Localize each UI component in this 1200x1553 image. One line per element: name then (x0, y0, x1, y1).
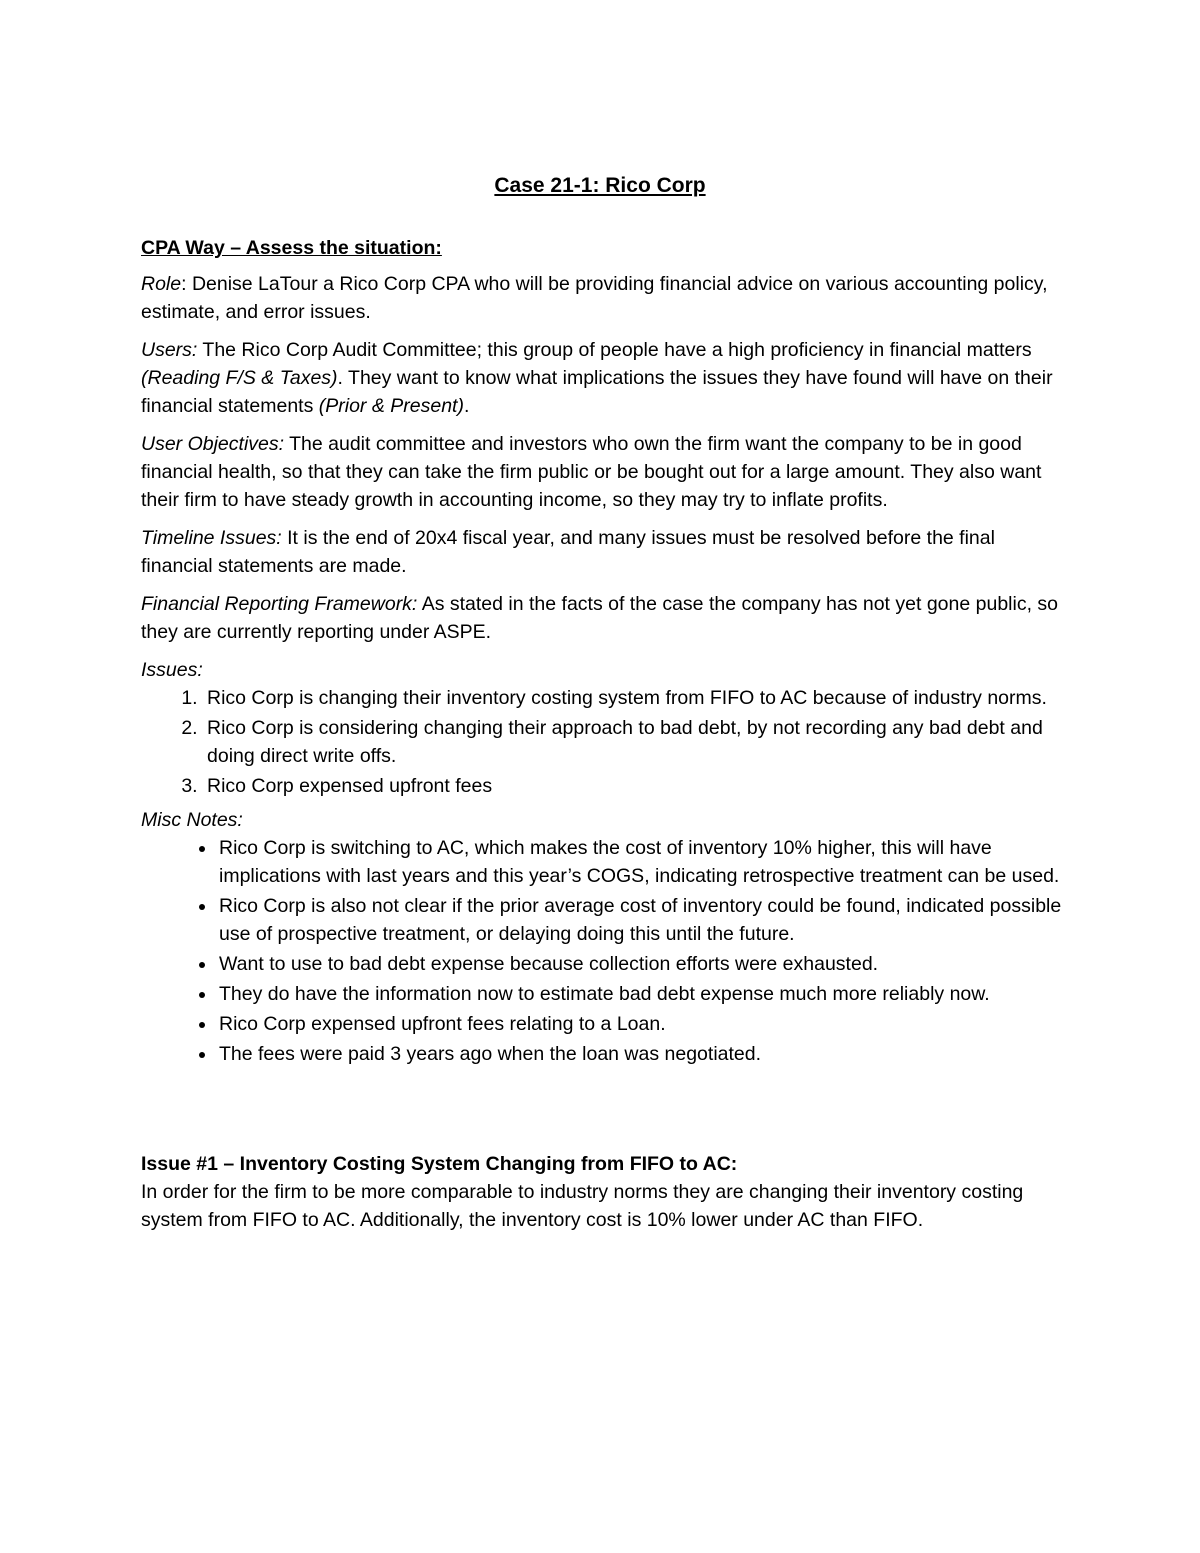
section-heading: CPA Way – Assess the situation: (141, 237, 442, 259)
users-text-c: . (463, 395, 470, 417)
issue1-heading: Issue #1 – Inventory Costing System Changing from FIFO to AC: (141, 1153, 738, 1175)
timeline-text: It is the end of 20x4 fiscal year, and many issues must be resolved before the final financial statements are made. (141, 527, 995, 577)
timeline-label: Timeline Issues: (141, 527, 282, 549)
issues-list (141, 684, 1071, 800)
timeline-paragraph (141, 524, 1071, 580)
role-text: : Denise LaTour a Rico Corp CPA who will be providing financial advice on various accounting policy, estimate, and error issues. (141, 273, 1048, 323)
users-italic-a: (Reading F/S & Taxes) (141, 367, 338, 389)
list-item: 3. Rico Corp expensed upfront fees (203, 772, 1071, 800)
list-item: • Rico Corp expensed upfront fees relating to a Loan. (217, 1010, 1071, 1038)
users-text-a: The Rico Corp Audit Committee; this group of people have a high proficiency in financial matters (197, 339, 1032, 361)
issue1-text: In order for the firm to be more comparable to industry norms they are changing their inventory costing system from FIFO to AC. Additionally, the inventory cost is 10% lower under AC than FIFO. (141, 1181, 1024, 1231)
misc-notes-label: Misc Notes: (141, 809, 243, 831)
framework-text: As stated in the facts of the case the company has not yet gone public, so they are currently reporting under ASPE. (141, 593, 1059, 643)
user-objectives-label: User Objectives: (141, 433, 285, 455)
list-item: • Rico Corp is switching to AC, which makes the cost of inventory 10% higher, this will have implications with last years and this year’s COGS, indicating retrospective treatment can be used. (217, 834, 1071, 890)
framework-label: Financial Reporting Framework: (141, 593, 418, 615)
list-item: • The fees were paid 3 years ago when the loan was negotiated. (217, 1040, 1071, 1068)
user-objectives-paragraph (141, 430, 1071, 514)
framework-paragraph (141, 590, 1071, 646)
document-body (141, 234, 1071, 1244)
issues-label: Issues: (141, 659, 203, 681)
list-item: 1. Rico Corp is changing their inventory costing system from FIFO to AC because of industry norms. (203, 684, 1071, 712)
users-label: Users: (141, 339, 198, 361)
users-italic-b: (Prior & Present) (318, 395, 464, 417)
role-label: Role (141, 273, 182, 295)
users-paragraph (141, 336, 1071, 420)
document-title: Case 21-1: Rico Corp (494, 174, 706, 197)
list-item: • Want to use to bad debt expense because collection efforts were exhausted. (217, 950, 1071, 978)
list-item: • Rico Corp is also not clear if the prior average cost of inventory could be found, indicated possible use of prospective treatment, or delaying doing this until the future. (217, 892, 1071, 948)
users-text-b: . They want to know what implications the issues they have found will have on their financial statements (141, 367, 1053, 417)
misc-notes-list (141, 834, 1071, 1068)
role-paragraph (141, 270, 1071, 326)
list-item: 2. Rico Corp is considering changing their approach to bad debt, by not recording any bad debt and doing direct write offs. (203, 714, 1071, 770)
issue1-section (141, 1150, 1071, 1234)
user-objectives-text: The audit committee and investors who own the firm want the company to be in good financial health, so that they can take the firm public or be bought out for a large amount. They also want their firm to have steady growth in accounting income, so they may try to inflate profits. (141, 433, 1042, 511)
list-item: • They do have the information now to estimate bad debt expense much more reliably now. (217, 980, 1071, 1008)
